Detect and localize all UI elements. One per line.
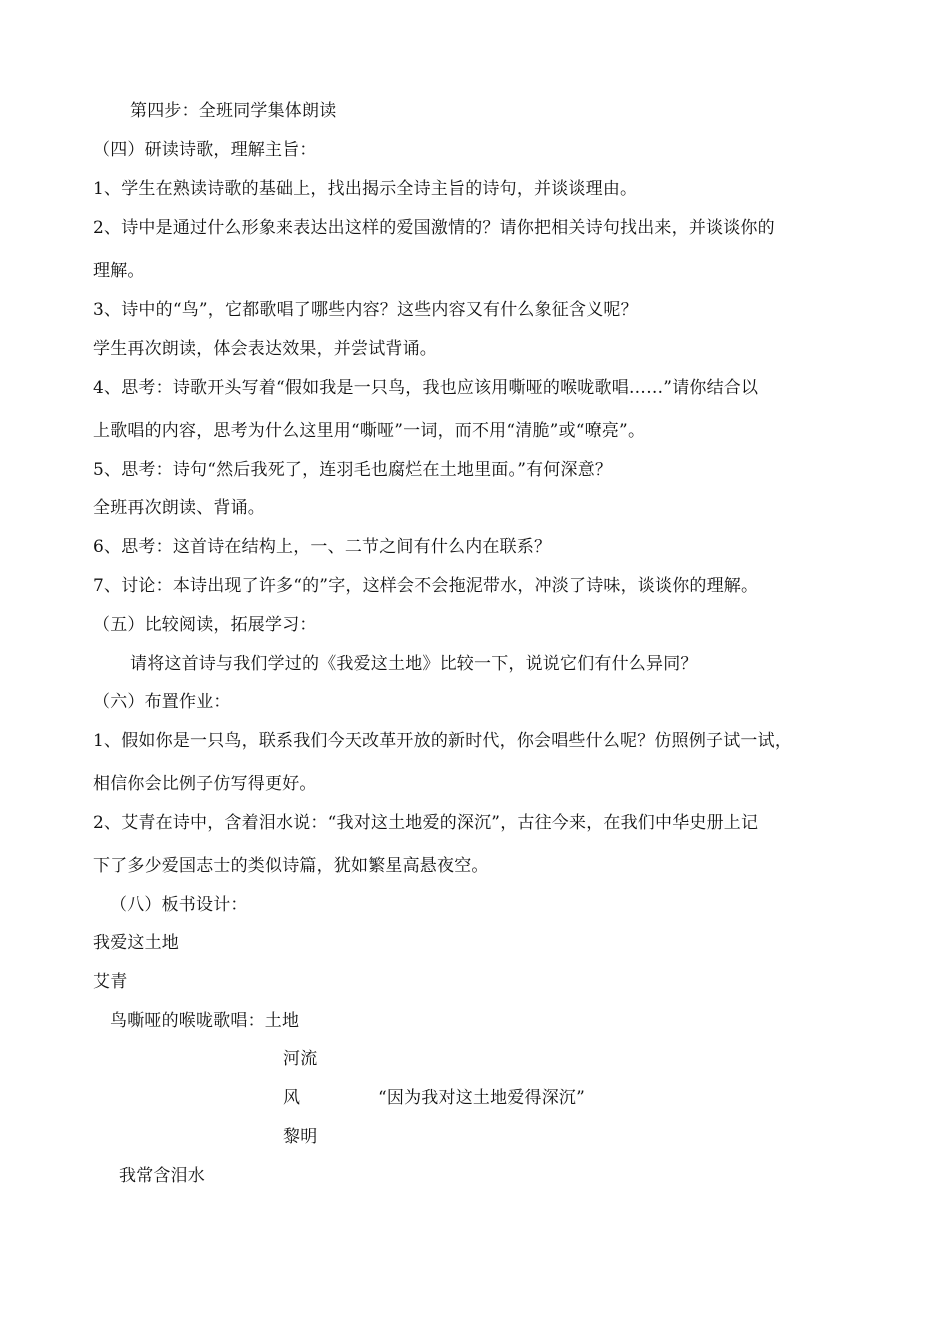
board-line: 我常含泪水	[119, 1166, 205, 1186]
text-line: 5、思考：诗句“然后我死了，连羽毛也腐烂在土地里面。”有何深意？	[93, 460, 613, 480]
text-line: 2、诗中是通过什么形象来表达出这样的爱国激情的？请你把相关诗句找出来，并谈谈你的	[93, 218, 775, 238]
text-line: 7、讨论：本诗出现了许多“的”字，这样会不会拖泥带水，冲淡了诗味，谈谈你的理解。	[93, 576, 759, 596]
section-heading: （八）板书设计：	[110, 895, 248, 915]
board-line: 风	[283, 1088, 301, 1108]
text-line: 学生再次朗读，体会表达效果，并尝试背诵。	[93, 339, 437, 359]
board-line: 黎明	[283, 1127, 318, 1147]
text-line: 相信你会比例子仿写得更好。	[93, 774, 317, 794]
text-line: 2、艾青在诗中，含着泪水说：“我对这土地爱的深沉”，古往今来，在我们中华史册上记	[93, 813, 759, 833]
text-line: 1、假如你是一只鸟，联系我们今天改革开放的新时代，你会唱些什么呢？仿照例子试一试，	[93, 731, 793, 751]
board-title: 我爱这土地	[93, 933, 179, 953]
board-author: 艾青	[93, 972, 128, 992]
text-line: 6、思考：这首诗在结构上，一、二节之间有什么内在联系？	[93, 537, 552, 557]
text-line: 下了多少爱国志士的类似诗篇，犹如繁星高悬夜空。	[93, 856, 489, 876]
text-line: 4、思考：诗歌开头写着“假如我是一只鸟，我也应该用嘶哑的喉咙歌唱……”请你结合以	[93, 378, 759, 398]
text-line: 全班再次朗读、背诵。	[93, 498, 265, 518]
text-line: 3、诗中的“鸟”，它都歌唱了哪些内容？这些内容又有什么象征含义呢？	[93, 300, 638, 320]
section-heading: （四）研读诗歌，理解主旨：	[93, 140, 317, 160]
text-line: 第四步：全班同学集体朗读	[130, 101, 337, 121]
board-line: 鸟嘶哑的喉咙歌唱：土地	[110, 1011, 300, 1031]
text-line: 上歌唱的内容，思考为什么这里用“嘶哑”一词，而不用“清脆”或“嘹亮”。	[93, 421, 646, 441]
board-quote: “因为我对这土地爱得深沉”	[378, 1088, 585, 1108]
text-line: 1、学生在熟读诗歌的基础上，找出揭示全诗主旨的诗句，并谈谈理由。	[93, 179, 638, 199]
section-heading: （六）布置作业：	[93, 692, 231, 712]
text-line: 理解。	[93, 261, 145, 281]
section-heading: （五）比较阅读，拓展学习：	[93, 615, 317, 635]
board-line: 河流	[283, 1049, 318, 1069]
text-line: 请将这首诗与我们学过的《我爱这土地》比较一下，说说它们有什么异同？	[130, 654, 698, 674]
